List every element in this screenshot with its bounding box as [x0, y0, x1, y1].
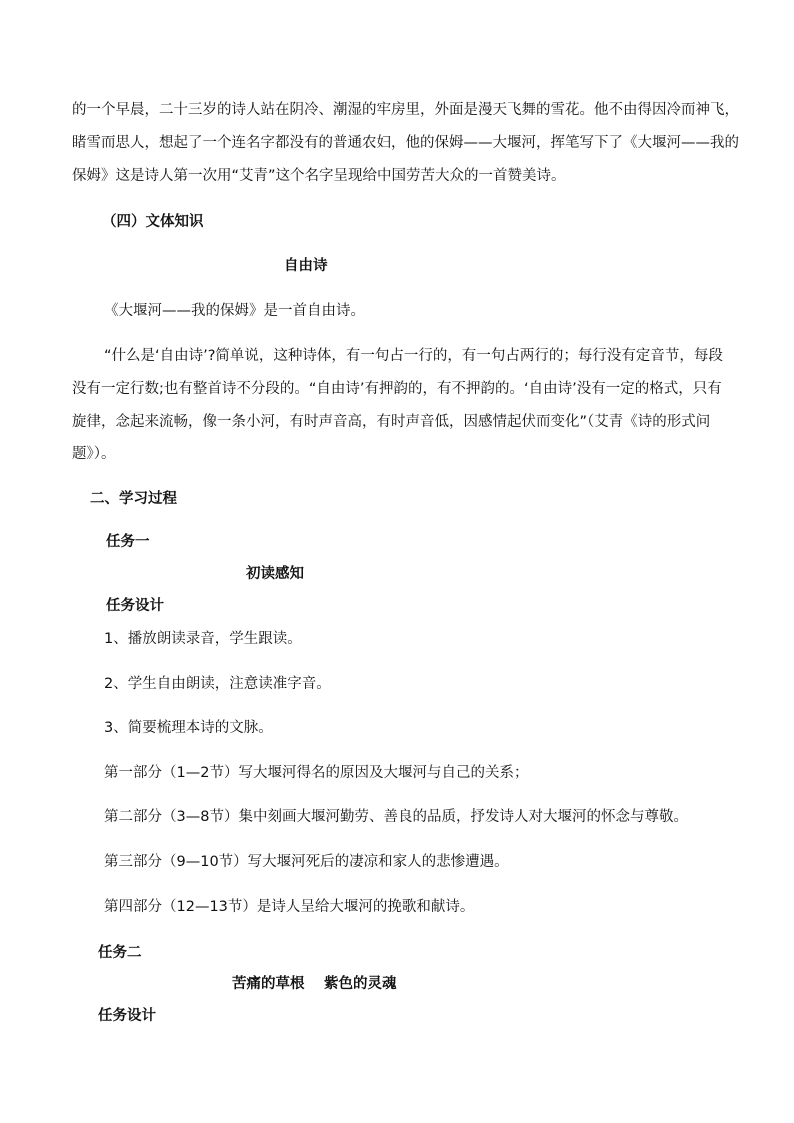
task1-part-1: 第一部分（1—2节）写大堰河得名的原因及大堰河与自己的关系；: [104, 765, 529, 781]
section-heading-genre: （四）文体知识: [102, 214, 204, 230]
quote-line-1: “什么是‘自由诗’?简单说，这种诗体，有一句占一行的，有一句占两行的；每行没有定音节，每段: [104, 348, 723, 364]
task2-label: 任务二: [98, 945, 142, 961]
section-title-free-verse: 自由诗: [284, 258, 328, 274]
task1-title: 初读感知: [246, 566, 304, 582]
quote-line-4: 题》）。: [72, 446, 116, 462]
task2-title: 苦痛的草根 紫色的灵魂: [232, 976, 397, 992]
quote-line-3: 旋律，念起来流畅，像一条小河，有时声音高，有时声音低，因感情起伏而变化”（艾青《诗的形式问: [72, 414, 711, 430]
task1-step-1: 1、播放朗读录音，学生跟读。: [104, 631, 302, 647]
task1-part-3: 第三部分（9—10节）写大堰河死后的凄凉和家人的悲惨遭遇。: [104, 854, 509, 870]
task1-design-label: 任务设计: [106, 598, 164, 614]
paragraph-free-verse-intro: 《大堰河——我的保姆》是一首自由诗。: [104, 303, 365, 319]
task1-part-2: 第二部分（3—8节）集中刻画大堰河勤劳、善良的品质，抒发诗人对大堰河的怀念与尊敬。: [104, 809, 688, 825]
intro-line-2: 睹雪而思人，想起了一个连名字都没有的普通农妇，他的保姆——大堰河，挥笔写下了《大堰河——我的: [72, 135, 739, 151]
task1-step-3: 3、简要梳理本诗的文脉。: [104, 720, 273, 736]
quote-line-2: 没有一定行数;也有整首诗不分段的。“自由诗’有押韵的，有不押韵的。‘自由诗’没有一定的格式，只有: [72, 381, 722, 397]
intro-line-1: 的一个早晨，二十三岁的诗人站在阴冷、潮湿的牢房里，外面是漫天飞舞的雪花。他不由得因冷而神飞，: [72, 102, 739, 118]
task1-part-4: 第四部分（12—13节）是诗人呈给大堰河的挽歌和献诗。: [104, 899, 475, 915]
task2-design-label: 任务设计: [98, 1008, 156, 1024]
section-heading-learning-process: 二、学习过程: [90, 491, 177, 507]
task1-label: 任务一: [106, 534, 150, 550]
task1-step-2: 2、学生自由朗读，注意读准字音。: [104, 676, 331, 692]
intro-line-3: 保姆》这是诗人第一次用“艾青”这个名字呈现给中国劳苦大众的一首赞美诗。: [72, 168, 566, 184]
